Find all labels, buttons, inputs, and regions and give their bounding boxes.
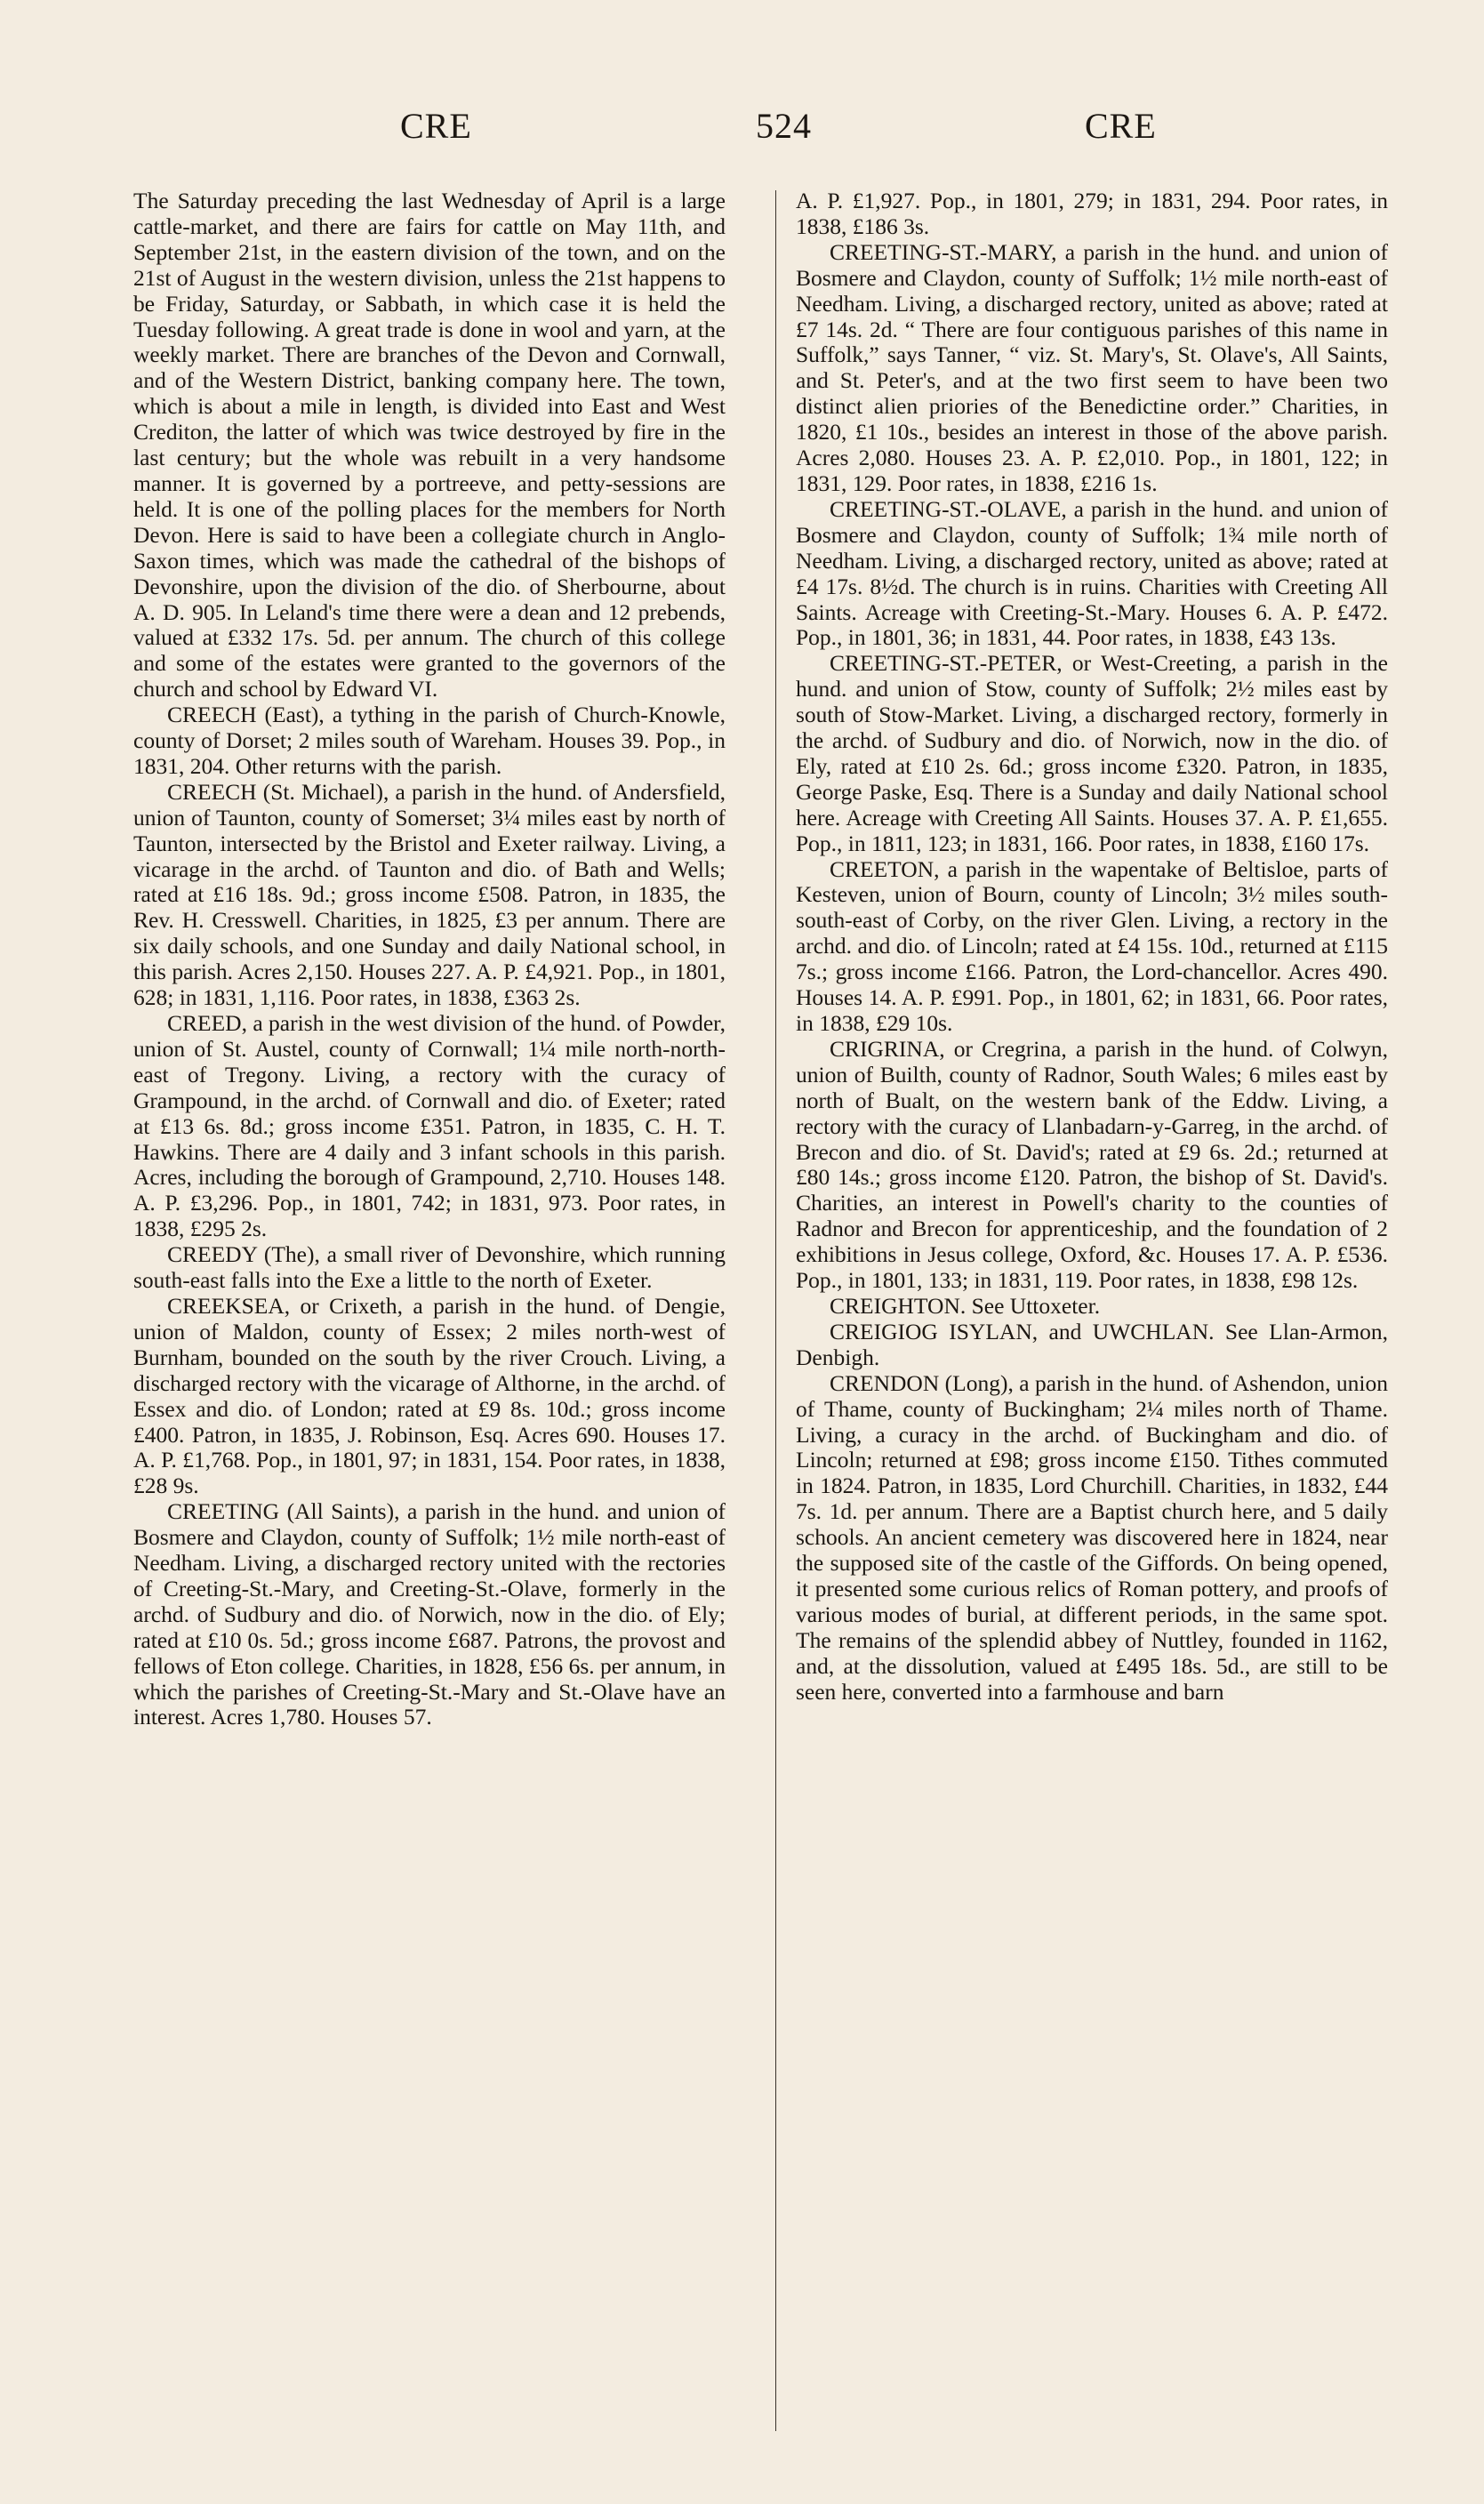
running-head-left: CRE: [400, 106, 472, 146]
entry-creigiog-isylan: CREIGIOG ISYLAN, and UWCHLAN. See Llan-Armon, Denbigh.: [796, 1318, 1388, 1370]
entry-creech-st-michael: CREECH (St. Michael), a parish in the hund. of Andersfield, union of Taunton, county of Somerset; 3¼ miles east by north of Taunton, intersected by the Bristol and Exeter railway. Living, a vicarage in the archd. of Taunton and dio. of Bath and Wells; rated at £16 18s. 9d.; gross income £508. Patron, in 1835, the Rev. H. Cresswell. Charities, in 1825, £3 per annum. There are six daily schools, and one Sunday and daily National school, in this parish. Acres 2,150. Houses 227. A. P. £4,921. Pop., in 1801, 628; in 1831, 1,116. Poor rates, in 1838, £363 2s.: [133, 778, 726, 1011]
entry-creeting-st-peter: CREETING-ST.-PETER, or West-Creeting, a parish in the hund. and union of Stow, county of Suffolk; 2½ miles east by south of Stow-Market. Living, a discharged rectory, formerly in the archd. of Sudbury and dio. of Norwich, now in the dio. of Ely, rated at £10 2s. 6d.; gross income £320. Patron, in 1835, George Paske, Esq. There is a Sunday and daily National school here. Acreage with Creeting All Saints. Houses 37. A. P. £1,655. Pop., in 1811, 123; in 1831, 166. Poor rates, in 1838, £160 17s.: [796, 650, 1388, 856]
entry-creedy: CREEDY (The), a small river of Devonshire, which running south-east falls into the Exe a little to the north of Exeter.: [133, 1241, 726, 1294]
entry-creighton: CREIGHTON. See Uttoxeter.: [830, 1292, 1101, 1319]
left-column: [133, 189, 726, 1730]
entry-crendon-long: CRENDON (Long), a parish in the hund. of Ashendon, union of Thame, county of Buckingham; 2¼ miles north of Thame. Living, a curacy in the archd. of Buckingham and dio. of Lincoln; returned at £98; gross income £150. Tithes commuted in 1824. Patron, in 1835, Lord Churchill. Charities, in 1832, £44 7s. 1d. per annum. There are a Baptist church here, and 5 daily schools. An ancient cemetery was discovered here in 1824, near the supposed site of the castle of the Giffords. On being opened, it presented some curious relics of Roman pottery, and proofs of various modes of burial, at different periods, in the same spot. The remains of the splendid abbey of Nuttley, founded in 1162, and, at the dissolution, valued at £495 18s. 5d., are still to be seen here, converted into a farmhouse and barn: [796, 1369, 1388, 1705]
entry-crigrina: CRIGRINA, or Cregrina, a parish in the hund. of Colwyn, union of Builth, county of Radnor, South Wales; 6 miles east by north of Bualt, on the western bank of the Eddw. Living, a rectory with the curacy of Llanbadarn-y-Garreg, in the archd. of Brecon and dio. of St. David's; rated at £9 6s. 2d.; returned at £80 14s.; gross income £120. Patron, the bishop of St. David's. Charities, an interest in Powell's charity to the counties of Radnor and Brecon for apprenticeship, and the foundation of 2 exhibitions in Jesus college, Oxford, &c. Houses 17. A. P. £536. Pop., in 1801, 133; in 1831, 119. Poor rates, in 1838, £98 12s.: [796, 1035, 1388, 1294]
entry-creeton: CREETON, a parish in the wapentake of Beltisloe, parts of Kesteven, union of Bourn, county of Lincoln; 3½ miles south-south-east of Corby, on the river Glen. Living, a rectory in the archd. and dio. of Lincoln; rated at £4 15s. 10d., returned at £115 7s.; gross income £166. Patron, the Lord-chancellor. Acres 490. Houses 14. A. P. £991. Pop., in 1801, 62; in 1831, 66. Poor rates, in 1838, £29 10s.: [796, 855, 1388, 1036]
entry-creeting-all-saints: CREETING (All Saints), a parish in the hund. and union of Bosmere and Claydon, county of Suffolk; 1½ mile north-east of Needham. Living, a discharged rectory united with the rectories of Creeting-St.-Mary, and Creeting-St.-Olave, formerly in the archd. of Sudbury and dio. of Norwich, now in the dio. of Ely; rated at £10 0s. 5d.; gross income £687. Patrons, the provost and fellows of Eton college. Charities, in 1828, £56 6s. per annum, in which the parishes of Creeting-St.-Mary and St.-Olave have an interest. Acres 1,780. Houses 57.: [133, 1498, 726, 1730]
entry-crediton-continued: The Saturday preceding the last Wednesday of April is a large cattle-market, and there are fairs for cattle on May 11th, and September 21st, in the eastern division of the town, and on the 21st of August in the western division, unless the 21st happens to be Friday, Saturday, or Sabbath, in which case it is held the Tuesday following. A great trade is done in wool and yarn, at the weekly market. There are branches of the Devon and Cornwall, and of the Western District, banking company here. The town, which is about a mile in length, is divided into East and West Crediton, the latter of which was twice destroyed by fire in the last century; but the whole was rebuilt in a very handsome manner. It is governed by a portreeve, and petty-sessions are held. It is one of the polling places for the members for North Devon. Here is said to have been a collegiate church in Anglo-Saxon times, which was made the cathedral of the bishops of Devonshire, upon the division of the dio. of Sherbourne, about A. D. 905. In Leland's time there were a dean and 12 prebends, valued at £332 17s. 5d. per annum. The church of this college and some of the estates were granted to the governors of the church and school by Edward VI.: [133, 188, 726, 702]
entry-creeting-st-olave: CREETING-ST.-OLAVE, a parish in the hund. and union of Bosmere and Claydon, county of Suffolk; 1¾ mile north of Needham. Living, a discharged rectory, united as above; rated at £4 17s. 8½d. The church is in ruins. Charities with Creeting All Saints. Acreage with Creeting-St.-Mary. Houses 6. A. P. £472. Pop., in 1801, 36; in 1831, 44. Poor rates, in 1838, £43 13s.: [796, 495, 1388, 651]
entry-creed: CREED, a parish in the west division of the hund. of Powder, union of St. Austel, county of Cornwall; 1¼ mile north-north-east of Tregony. Living, a rectory with the curacy of Grampound, in the archd. of Cornwall and dio. of Exeter; rated at £13 6s. 8d.; gross income £351. Patron, in 1835, C. H. T. Hawkins. There are 4 daily and 3 infant schools in this parish. Acres, including the borough of Grampound, 2,710. Houses 148. A. P. £3,296. Pop., in 1801, 742; in 1831, 973. Poor rates, in 1838, £295 2s.: [133, 1010, 726, 1242]
entry-creeting-st-mary: CREETING-ST.-MARY, a parish in the hund. and union of Bosmere and Claydon, county of Suffolk; 1½ mile north-east of Needham. Living, a discharged rectory, united as above; rated at £7 14s. 2d. “ There are four contiguous parishes of this name in Suffolk,” says Tanner, “ viz. St. Mary's, St. Olave's, All Saints, and St. Peter's, and at the two first seem to have been two distinct alien priories of the Benedictine order.” Charities, in 1820, £1 10s., besides an interest in those of the above parish. Acres 2,080. Houses 23. A. P. £2,010. Pop., in 1801, 122; in 1831, 129. Poor rates, in 1838, £216 1s.: [796, 238, 1388, 496]
page-number: 524: [756, 106, 812, 146]
entry-creech-east: CREECH (East), a tything in the parish of Church-Knowle, county of Dorset; 2 miles south of Wareham. Houses 39. Pop., in 1831, 204. Other returns with the parish.: [133, 702, 726, 779]
column-divider: [775, 190, 776, 2431]
entry-creeting-all-saints-continued: A. P. £1,927. Pop., in 1801, 279; in 1831, 294. Poor rates, in 1838, £186 3s.: [796, 188, 1388, 239]
entry-creeksea: CREEKSEA, or Crixeth, a parish in the hund. of Dengie, union of Maldon, county of Essex; 2 miles north-west of Burnham, bounded on the south by the river Crouch. Living, a discharged rectory with the vicarage of Althorne, in the archd. of Essex and dio. of London; rated at £9 8s. 10d.; gross income £400. Patron, in 1835, J. Robinson, Esq. Acres 690. Houses 17. A. P. £1,768. Pop., in 1801, 97; in 1831, 154. Poor rates, in 1838, £28 9s.: [133, 1292, 726, 1499]
running-head-right: CRE: [1085, 106, 1157, 146]
right-column: [796, 189, 1388, 1705]
